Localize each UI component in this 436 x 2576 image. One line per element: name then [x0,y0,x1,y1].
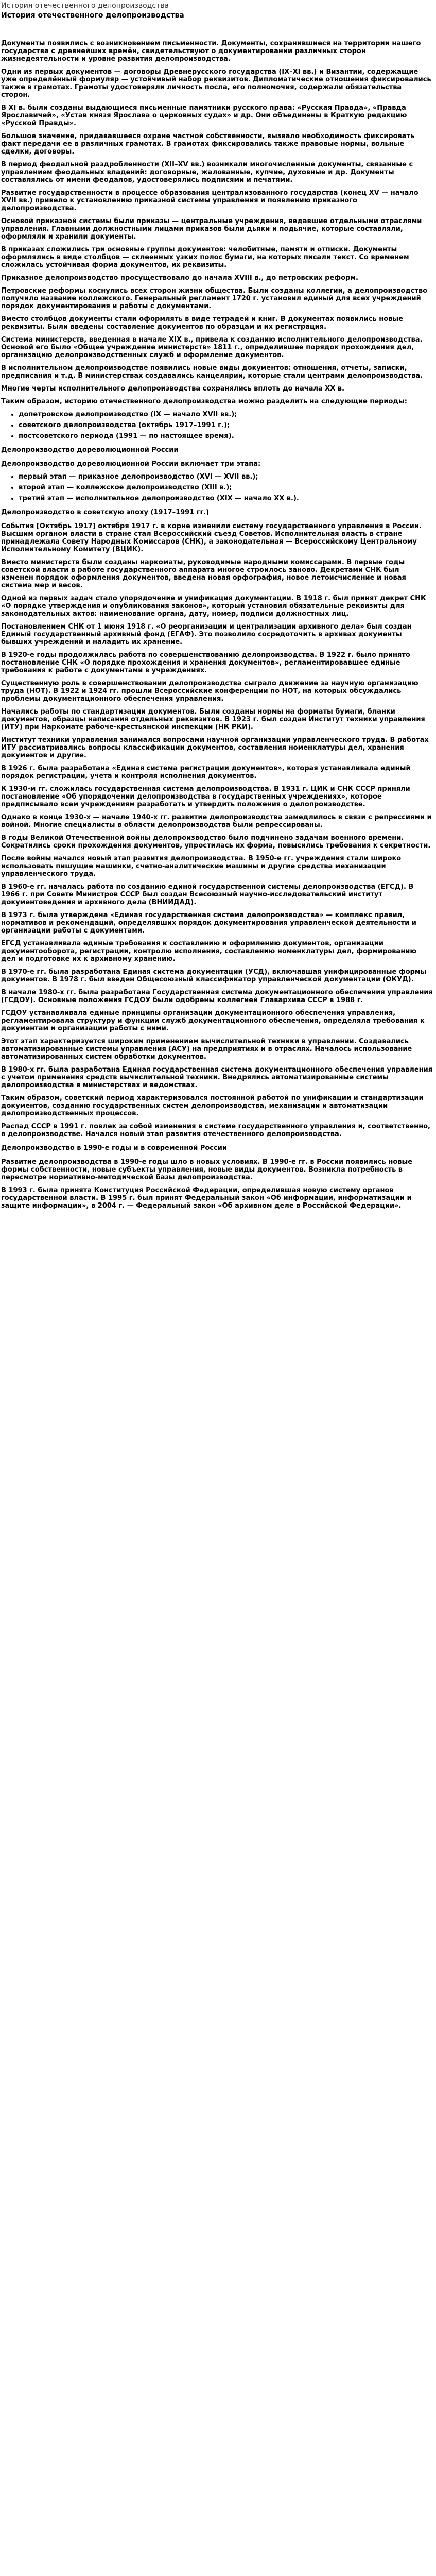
paragraph: Начались работы по стандартизации документов. Были созданы нормы на форматы бумаги, бланки документов, образцы написания отдельных реквизитов. В 1923 г. был создан Институт техники управления (ИТУ) при Наркомате рабоче-крестьянской инспекции (НК РКИ). [1,708,425,731]
paragraph: Однако в конце 1930-х — начале 1940-х гг. развитие делопроизводства замедлилось в связи с репрессиями и войной. Многие специалисты в области делопроизводства были репрессированы. [1,814,432,829]
paragraph: В 1973 г. была утверждена «Единая государственная система делопроизводства» — комплекс правил, нормативов и рекомендаций, определявших порядок документирования управленческой деятельности и организации работы с документами. [1,911,416,935]
paragraph: В 1970-е гг. была разработана Единая система документации (УСД), включавшая унифицированные формы документов. В 1978 г. был введен Общесоюзный классификатор управленческой документации (ОКУД). [1,968,427,984]
paragraph: В 1993 г. была принята Конституция Российской Федерации, определившая новую систему органов государственной власти. В 1995 г. был принят Федеральный закон «Об информации, информатизации и защите информации», в 2004 г. — Федеральный закон «Об архивном деле в Российской Федерации». [1,1187,412,1210]
paragraph: Приказное делопроизводство просуществовало до начала XVIII в., до петровских реформ. [1,274,358,282]
paragraph: Большое значение, придававшееся охране частной собственности, вызвало необходимость фиксировать факт передачи ее в различных грамотах. В грамотах фиксировались также правовые нормы, вольные сделки, договоры. [1,132,415,156]
paragraph: События [Октябрь 1917] октября 1917 г. в корне изменили систему государственного управления в России. Высшим органом власти в стране стал Всероссийский съезд Советов. Исполнительная власть в стране принадлежала Совету Народных Комиссаров (СНК), а законодательная — Всероссийскому Центральному Исполнительному Комитету (ВЦИК). [1,522,422,553]
paragraph: В начале 1980-х гг. была разработана Государственная система документационного обеспечения управления (ГСДОУ). Основные положения ГСДОУ были одобрены коллегией Главархива СССР в 1988 г. [1,989,433,1004]
list-item: • третий этап — исполнительное делопроизводство (XIX — начало XX в.). [19,495,433,502]
paragraph: К 1930-м гг. сложилась государственная система делопроизводства. В 1931 г. ЦИК и СНК СССР приняли постановление «Об упорядочении делопроизводства в государственных учреждениях», которое предписывало всем учреждениям разработать и утвердить положения о делопроизводстве. [1,785,410,808]
post-soviet-section [1,1158,433,1210]
list-item: • постсоветского периода (1991 — по настоящее время). [19,432,433,440]
paragraph: Таким образом, советский период характеризовался постоянной работой по унификации и стандартизации документов, созданию государственных систем делопроизводства, механизации и автоматизации делопроизводственных процессов. [1,1094,424,1117]
paragraph: Делопроизводство дореволюционной России включает три этапа: [1,460,261,468]
section-heading: Делопроизводство дореволюционной России [1,446,179,454]
paragraph: Распад СССР в 1991 г. повлек за собой изменения в системе государственного управления и, соответственно, в делопроизводстве. Начался новый этап развития отечественного делопроизводства. [1,1123,430,1138]
paragraph: Одни из первых документов — договоры Древнерусского государства (IX–XI вв.) и Византии, содержащие уже определённый формуляр — устойчивый набор реквизитов. Дипломатические отношения фиксировались также в грамотах. Грамоты удостоверяли личность посла, его полномочия, содержали обязательства сторон. [1,68,431,99]
paragraph: В XI в. были созданы выдающиеся письменные памятники русского права: «Русская Правда», «Правда Ярославичей», «Устав князя Ярослава о церковных судах» и др. Они объединены в Краткую редакцию «Русской Правды». [1,104,407,127]
paragraph: После войны начался новый этап развития делопроизводства. В 1950-е гг. учреждения стали широко использовать пишущие машинки, счетно-аналитические машины и другие средства механизации управленческого труда. [1,855,402,878]
paragraph: Вместо министерств были созданы наркоматы, руководимые народными комиссарами. В первые годы советской власти в работе государственного аппарата многое строилось заново. Декретами СНК был изменен порядок оформления документов, введена новая орфография, новое летоисчисление и новая система мер и весов. [1,558,406,589]
paragraph: В 1960-е гг. началась работа по созданию единой государственной системы делопроизводства (ЕГСД). В 1966 г. при Совете Министров СССР был создан Всесоюзный научно-исследовательский институт документоведения и архивного дела (ВНИИДАД). [1,883,414,906]
paragraph: Этот этап характеризуется широким применением вычислительной техники в управлении. Создавались автоматизированные системы управления (АСУ) на предприятиях и в отраслях. Началось использование автоматизированных систем обработки документов. [1,1038,412,1061]
paragraph: Одной из первых задач стало упорядочение и унификация документации. В 1918 г. был принят декрет СНК «О порядке утверждения и опубликования законов», который установил обязательные реквизиты для законодательных актов: наименование органа, дату, номер, подписи должностных лиц. [1,595,426,618]
paragraph: В 1920-е годы продолжилась работа по совершенствованию делопроизводства. В 1922 г. было принято постановление СНК «О порядке прохождения и хранения документов», регламентировавшее единые требования к работе с документами в учреждениях. [1,651,410,674]
document-page [0,0,436,1219]
paragraph: Система министерств, введенная в начале XIX в., привела к созданию исполнительного делопроизводства. Основой его было «Общее учреждение министерств» 1811 г., определившее порядок прохождения дел, организацию делопроизводственных служб и оформление документов. [1,336,423,359]
paragraph: Институт техники управления занимался вопросами научной организации управленческого труда. В работах ИТУ рассматривались вопросы классификации документов, составления номенклатуры дел, хранения документов и другие. [1,736,429,759]
paragraph: ЕГСД устанавливала единые требования к составлению и оформлению документов, организации документооборота, регистрации, контролю исполнения, составлению номенклатуры дел, формированию дел и подготовке их к архивному хранению. [1,940,417,963]
paragraph: Петровские реформы коснулись всех сторон жизни общества. Были созданы коллегии, а делопроизводство получило название коллежского. Генеральный регламент 1720 г. установил единый для всех учреждений порядок документирования и работы с документами. [1,287,428,310]
document-title: История отечественного делопроизводства [1,11,184,20]
paragraph: В период феодальной раздробленности (XII–XV вв.) возникали многочисленные документы, связанные с управлением феодальных владений: договорные, жалованные, купчие, духовные и др. Документы составлялись от имени феодалов, удостоверялись подписями и печатями. [1,161,413,184]
paragraph: В исполнительном делопроизводстве появились новые виды документов: отношения, отчеты, записки, предписания и т.д. В министерствах создавались канцелярии, которые стали центрами делопроизводства. [1,364,423,380]
stages-list [1,473,433,502]
paragraph: Многие черты исполнительного делопроизводства сохранялись вплоть до начала XX в. [1,385,345,393]
section-heading: Делопроизводство в 1990-е годы и в современной России [1,1144,227,1152]
paragraph: Основой приказной системы были приказы — центральные учреждения, ведавшие отдельными отраслями управления. Главными должностными лицами приказов были дьяки и подьячие, которые составляли, оформляли и хранили документы. [1,217,422,241]
list-item: • допетровское делопроизводство (IX — начало XVII вв.); [19,411,433,418]
paragraph: В 1926 г. была разработана «Единая система регистрации документов», которая устанавливала единый порядок регистрации, учета и контроля исполнения документов. [1,765,411,780]
paragraph: Развитие делопроизводства в 1990-е годы шло в новых условиях. В 1990-е гг. в России появились новые формы собственности, новые субъекты управления, новые виды документов. Возникла потребность в пересмотре нормативно-методической базы делопроизводства. [1,1158,413,1181]
paragraph: Существенную роль в совершенствовании делопроизводства сыграло движение за научную организацию труда (НОТ). В 1922 и 1924 гг. прошли Всероссийские конференции по НОТ, на которых обсуждались проблемы документационного обеспечения управления. [1,680,418,703]
paragraph: Документы появились с возникновением письменности. Документы, сохранившиеся на территории нашего государства с древнейших времён, свидетельствуют о документировании различных сторон жизнедеятельности и уровне развития делопроизводства. [1,40,421,63]
site-title[interactable]: История отечественного делопроизводства [1,2,169,10]
list-item: • советского делопроизводства (октябрь 1917–1991 г.); [19,421,433,429]
section-heading: Делопроизводство в советскую эпоху (1917–1991 гг.) [1,509,210,516]
soviet-section [1,522,433,1138]
paragraph: В годы Великой Отечественной войны делопроизводство было подчинено задачам военного времени. Сократились сроки прохождения документов, упростилась их форма, повысились требования к секретности. [1,834,431,850]
list-item: • первый этап — приказное делопроизводство (XVI — XVII вв.); [19,473,433,481]
paragraph: Таким образом, историю отечественного делопроизводства можно разделить на следующие периоды: [1,398,407,405]
paragraph: В приказах сложились три основные группы документов: челобитные, памяти и отписки. Документы оформлялись в виде столбцов — склеенных узких полос бумаги, на которых писали текст. Со временем сложилась устойчивая форма документов, их реквизиты. [1,246,409,269]
paragraph: Развитие государственности в процессе образования централизованного государства (конец XV — начало XVII вв.) привело к установлению приказной системы управления и появлению приказного делопроизводства. [1,189,418,212]
paragraph: В 1980-х гг. была разработана Единая государственная система документационного обеспечения управления с учетом применения средств вычислительной техники. Внедрялись автоматизированные системы делопроизводства в министерствах и ведомствах. [1,1066,433,1089]
periods-list [1,411,433,440]
intro-section [1,40,433,405]
list-item: • второй этап — коллежское делопроизводство (XIII в.); [19,484,433,492]
paragraph: ГСДОУ устанавливала единые принципы организации документационного обеспечения управления, регламентировала структуру и функции служб документационного обеспечения, определяла требования к документам и организации работы с ними. [1,1009,425,1032]
paragraph: Постановлением СНК от 1 июня 1918 г. «О реорганизации и централизации архивного дела» был создан Единый государственный архивный фонд (ЕГАФ). Это позволило сосредоточить в архивах документы бывших учреждений и наладить их хранение. [1,623,412,646]
paragraph: Вместо столбцов документы стали оформлять в виде тетрадей и книг. В документах появились новые реквизиты. Были введены составление документов по образцам и их регистрация. [1,315,403,331]
